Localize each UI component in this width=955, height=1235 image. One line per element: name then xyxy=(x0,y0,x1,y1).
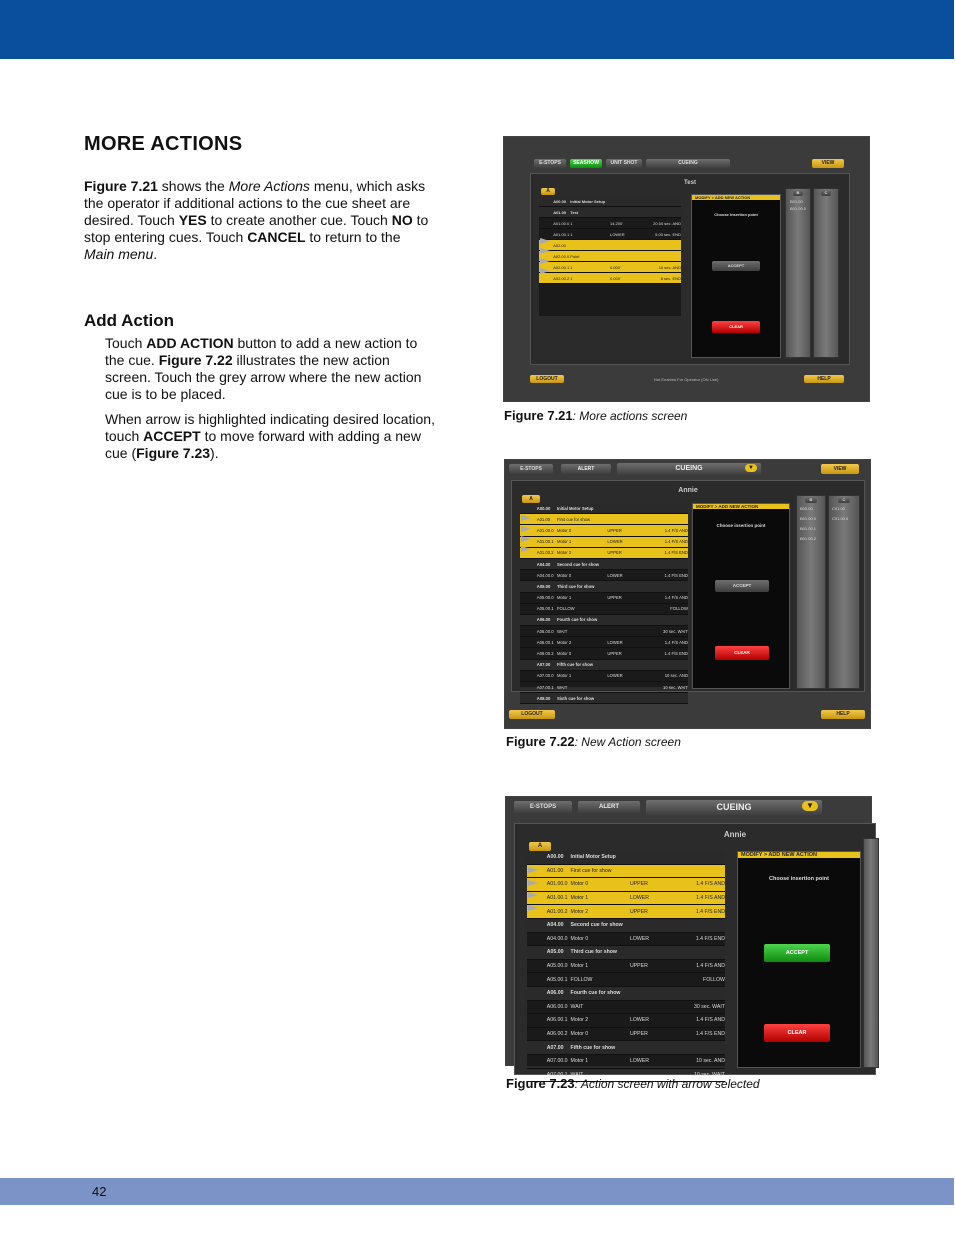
cue-list xyxy=(527,851,725,1078)
cue-cell: UPPER xyxy=(607,651,622,657)
column-b xyxy=(785,188,811,358)
cue-cell: A01.00 xyxy=(546,867,564,874)
cue-cell: 1.4 F/S AND xyxy=(696,881,725,888)
column-b xyxy=(863,838,879,1068)
cue-cell: LOWER xyxy=(629,1017,649,1024)
alert-button[interactable]: ALERT xyxy=(561,464,611,474)
accept-button[interactable]: ACCEPT xyxy=(715,580,769,592)
cue-cell: A05.00 xyxy=(546,949,564,956)
accept-button[interactable]: ACCEPT xyxy=(712,261,760,271)
cue-row[interactable] xyxy=(520,671,688,682)
view-button[interactable]: VIEW xyxy=(821,464,859,474)
cue-row[interactable] xyxy=(527,878,725,892)
cue-cell: Test xyxy=(570,209,579,215)
column-c xyxy=(813,188,839,358)
cue-row[interactable] xyxy=(520,604,688,615)
cue-row[interactable] xyxy=(520,570,688,581)
cue-cell: LOWER xyxy=(629,935,649,942)
insertion-arrow-icon[interactable] xyxy=(521,536,531,542)
cue-row[interactable] xyxy=(527,851,725,865)
cue-row[interactable] xyxy=(520,537,688,548)
cue-row[interactable] xyxy=(527,892,725,906)
figure-7-21-caption: Figure 7.21: More actions screen xyxy=(504,408,688,423)
cue-cell: First cue for show xyxy=(570,867,612,874)
cue-row[interactable] xyxy=(539,251,681,262)
cue-cell: LOWER xyxy=(629,1058,649,1065)
cue-cell: Initial Motor Setup xyxy=(570,198,606,204)
cue-cell: UPPER xyxy=(629,1031,648,1038)
cue-cell: A00.00 xyxy=(546,854,564,861)
fig-ref: Figure 7.21 xyxy=(84,178,158,194)
clear-button[interactable]: CLEAR xyxy=(715,646,769,660)
cue-cell: First cue for show xyxy=(556,516,590,522)
add-action-paragraph-2: When arrow is highlighted indicating desired location, touch ACCEPT to move forward with adding a new cue (Figure 7.23). xyxy=(105,411,435,461)
cue-cell: 0.000' xyxy=(609,275,621,281)
cue-cell: A06.00.0 xyxy=(546,1003,568,1010)
cue-cell: FOLLOW xyxy=(670,606,688,612)
figure-7-22-caption: Figure 7.22: New Action screen xyxy=(506,734,681,749)
cue-cell: Fourth cue for show xyxy=(570,990,621,997)
cue-row[interactable] xyxy=(520,525,688,536)
cue-cell: Motor 1 xyxy=(556,595,572,601)
column-c xyxy=(828,495,860,689)
sheet-title: Annie xyxy=(723,830,747,839)
cue-cell: Point xyxy=(570,253,580,259)
cue-row[interactable] xyxy=(520,637,688,648)
cue-row[interactable] xyxy=(539,196,681,207)
cue-cell: A01.00.1 xyxy=(536,539,554,545)
cue-cell: Motor 0 xyxy=(570,881,589,888)
cue-cell: 1.4 F/S AND xyxy=(696,895,725,902)
cue-cell: 1.4 F/S END xyxy=(664,572,688,578)
modify-panel xyxy=(692,503,790,689)
insertion-arrow-icon[interactable] xyxy=(528,892,538,898)
cue-cell: A04.00 xyxy=(546,922,564,929)
cue-cell: 1.4 F/S END xyxy=(664,651,688,657)
cue-cell: A07.00 xyxy=(546,1044,564,1051)
c-item: C01.00 xyxy=(832,506,845,511)
cue-cell: FOLLOW xyxy=(570,976,593,983)
b-item: B00.00 xyxy=(800,506,813,511)
logout-button[interactable]: LOGOUT xyxy=(509,710,555,719)
insertion-arrow-icon[interactable] xyxy=(528,905,538,911)
help-button[interactable]: HELP xyxy=(804,375,844,383)
chevron-down-icon[interactable]: ▼ xyxy=(745,464,757,472)
chevron-down-icon[interactable]: ▼ xyxy=(802,801,818,811)
estops-button[interactable]: E-STOPS xyxy=(534,159,566,168)
cue-cell: FOLLOW xyxy=(703,976,725,983)
cue-cell: 1 xyxy=(570,275,573,281)
cue-row[interactable] xyxy=(520,548,688,559)
modify-header: MODIFY > ADD NEW ACTION xyxy=(692,195,780,200)
insertion-arrow-icon[interactable] xyxy=(540,248,550,254)
tab-b[interactable]: B xyxy=(805,497,817,503)
cue-cell: A04.00.0 xyxy=(546,935,568,942)
subsection-title: Add Action xyxy=(84,311,175,330)
insertion-arrow-icon[interactable] xyxy=(540,238,550,244)
tab-a[interactable]: A xyxy=(522,495,540,503)
cue-cell: A05.00.1 xyxy=(536,606,554,612)
cue-cell: Motor 0 xyxy=(570,1031,589,1038)
cue-cell: LOWER xyxy=(607,639,623,645)
unit-shot-button[interactable]: UNIT SHOT xyxy=(606,159,642,168)
cue-row[interactable] xyxy=(527,960,725,974)
cue-cell: Motor 0 xyxy=(570,935,589,942)
clear-button[interactable]: CLEAR xyxy=(764,1024,830,1042)
tab-b[interactable]: B xyxy=(793,190,803,196)
cue-cell: A01.00.0 xyxy=(553,220,570,226)
cue-cell: A04.00 xyxy=(536,561,551,567)
cue-cell: Motor 0 xyxy=(556,527,572,533)
cue-cell: A02.00.0 xyxy=(553,253,570,259)
cue-row[interactable] xyxy=(539,262,681,273)
cue-cell: UPPER xyxy=(629,881,648,888)
cue-row[interactable] xyxy=(520,648,688,659)
cue-cell: Third cue for show xyxy=(570,949,617,956)
cue-cell: A01.00.1 xyxy=(553,231,570,237)
cue-cell: A00.00 xyxy=(536,505,551,511)
cue-cell: A06.00 xyxy=(546,990,564,997)
cue-cell: Motor 1 xyxy=(570,963,589,970)
view-button[interactable]: VIEW xyxy=(812,159,844,168)
accept-button[interactable]: ACCEPT xyxy=(764,944,830,962)
cue-cell: WAIT xyxy=(556,628,568,634)
cue-row[interactable] xyxy=(539,218,681,229)
intro-paragraph: Figure 7.21 shows the More Actions menu, which asks the operator if additional actions to the cue sheet are desired. Touch YES to create another cue. Touch NO to stop entering cues. Touch CANCEL to return to the Main menu. xyxy=(84,178,429,262)
cue-cell: A05.00.1 xyxy=(546,976,568,983)
modify-header: MODIFY > ADD NEW ACTION xyxy=(693,504,789,509)
cue-cell: WAIT xyxy=(570,1003,584,1010)
cue-cell: 1.4 F/S END xyxy=(695,935,725,942)
cue-cell: A01.00 xyxy=(553,209,567,215)
cue-cell: A07.00.1 xyxy=(546,1071,568,1078)
cue-cell: A07.00.0 xyxy=(536,673,554,679)
cue-cell: 14.200' xyxy=(609,220,623,226)
cue-cell: 1.4 F/S END xyxy=(695,1031,725,1038)
cue-cell: A02.00 xyxy=(553,242,566,248)
cue-row[interactable] xyxy=(520,682,688,693)
cue-cell: WAIT xyxy=(570,1071,584,1078)
cue-cell: Motor 1 xyxy=(556,539,572,545)
cue-cell: 1.4 F/S AND xyxy=(664,527,688,533)
cue-cell: A04.00.0 xyxy=(536,572,554,578)
cue-cell: A01.00.2 xyxy=(546,908,568,915)
seashow-button[interactable]: SEASHOW xyxy=(570,159,602,168)
cue-cell: A06.00 xyxy=(536,617,551,623)
cue-cell: Motor 0 xyxy=(556,651,572,657)
cue-cell: Second cue for show xyxy=(570,922,623,929)
cue-cell: A02.00.2 xyxy=(553,275,570,281)
b-item: B01.00.0 xyxy=(800,516,817,521)
cue-row[interactable] xyxy=(527,865,725,879)
cue-cell: A00.00 xyxy=(553,198,567,204)
header-bar xyxy=(0,0,954,59)
cue-cell: Initial Motor Setup xyxy=(570,854,616,861)
cue-row[interactable] xyxy=(527,1001,725,1015)
cue-cell: Fifth cue for show xyxy=(570,1044,616,1051)
clear-button[interactable]: CLEAR xyxy=(712,321,760,333)
cue-cell: UPPER xyxy=(607,595,622,601)
cue-cell: Sixth cue for show xyxy=(556,695,595,701)
cue-list xyxy=(520,503,688,701)
cue-row[interactable] xyxy=(520,514,688,525)
cue-row[interactable] xyxy=(527,933,725,947)
cue-cell: Motor 2 xyxy=(570,908,589,915)
insertion-arrow-icon[interactable] xyxy=(521,515,531,521)
cue-row[interactable] xyxy=(539,240,681,251)
cue-cell: A07.00 xyxy=(536,662,551,668)
column-b xyxy=(796,495,826,689)
cue-cell: A01.00.1 xyxy=(546,895,568,902)
cue-cell: 8 sec. END xyxy=(660,275,681,281)
cue-cell: LOWER xyxy=(607,539,623,545)
tab-c[interactable]: C xyxy=(838,497,850,503)
cue-row[interactable] xyxy=(527,1055,725,1069)
figure-7-21-screenshot xyxy=(503,136,870,402)
cue-cell: Initial Motor Setup xyxy=(556,505,594,511)
cue-cell: 10 sec. AND xyxy=(696,1058,725,1065)
cue-row[interactable] xyxy=(520,581,688,592)
cue-cell: 20.00 sec. AND xyxy=(653,220,681,226)
cue-cell: 1 xyxy=(570,231,573,237)
cue-cell: UPPER xyxy=(607,550,622,556)
cue-row[interactable] xyxy=(539,207,681,218)
cue-cell: A05.00.0 xyxy=(536,595,554,601)
footer-bar xyxy=(0,1178,954,1205)
b-item: B01.00.2 xyxy=(800,536,817,541)
cue-row[interactable] xyxy=(527,946,725,960)
cue-cell: A01.00.0 xyxy=(536,527,554,533)
cue-cell: 1.4 F/S END xyxy=(664,550,688,556)
insertion-arrow-icon[interactable] xyxy=(540,268,550,274)
insertion-arrow-icon[interactable] xyxy=(540,258,550,264)
cue-cell: UPPER xyxy=(629,963,648,970)
cue-cell: Motor 1 xyxy=(570,1058,589,1065)
cue-row[interactable] xyxy=(539,273,681,284)
cue-cell: 30 sec. WAIT xyxy=(662,628,688,634)
cue-cell: A06.00.2 xyxy=(546,1031,568,1038)
b-item: B01.00.0 xyxy=(790,206,807,211)
cue-cell: UPPER xyxy=(607,527,622,533)
cue-cell: A07.00.1 xyxy=(536,684,554,690)
cue-cell: 0.000' xyxy=(609,264,621,270)
status-text: Not Enabled For Operator (ON Line) xyxy=(654,377,719,382)
cue-cell: Fourth cue for show xyxy=(556,617,598,623)
cueing-dropdown[interactable]: CUEING xyxy=(617,463,761,475)
section-title: MORE ACTIONS xyxy=(84,133,243,155)
cue-cell: 10 sec. WAIT xyxy=(694,1071,725,1078)
cue-cell: A05.00.0 xyxy=(546,963,568,970)
cue-row[interactable] xyxy=(527,919,725,933)
cue-row[interactable] xyxy=(520,503,688,514)
cue-row[interactable] xyxy=(520,593,688,604)
c-item: C01.00.0 xyxy=(832,516,849,521)
figure-7-22-screenshot xyxy=(504,459,871,729)
cue-row[interactable] xyxy=(527,973,725,987)
insertion-arrow-icon[interactable] xyxy=(528,880,538,886)
add-action-paragraph-1: Touch ADD ACTION button to add a new action to the cue. Figure 7.22 illustrates the new action screen. Touch the grey arrow where the new action cue is to be placed. xyxy=(105,335,422,402)
cue-row[interactable] xyxy=(527,1014,725,1028)
insertion-arrow-icon[interactable] xyxy=(521,526,531,532)
cue-row[interactable] xyxy=(520,559,688,570)
cue-cell: UPPER xyxy=(629,908,648,915)
estops-button[interactable]: E-STOPS xyxy=(514,801,572,813)
cue-cell: A05.00 xyxy=(536,583,551,589)
cue-cell: 10 sec. AND xyxy=(658,264,681,270)
choose-insertion-text: Choose insertion point xyxy=(714,212,758,217)
cue-cell: Motor 1 xyxy=(556,673,572,679)
cue-cell: 10 sec. AND xyxy=(664,673,688,679)
cue-row[interactable] xyxy=(520,626,688,637)
cue-row[interactable] xyxy=(520,693,688,704)
cue-cell: A01.00.2 xyxy=(536,550,554,556)
cue-cell: A08.00 xyxy=(536,695,551,701)
cue-cell: A01.00.0 xyxy=(546,881,568,888)
tab-a[interactable]: A xyxy=(529,842,551,851)
modify-panel xyxy=(737,851,861,1068)
cue-list xyxy=(539,196,681,316)
cue-row[interactable] xyxy=(527,1041,725,1055)
cue-cell: 1.4 F/S AND xyxy=(664,639,688,645)
sheet-title: Annie xyxy=(678,487,698,494)
cue-row[interactable] xyxy=(539,229,681,240)
cue-cell: FOLLOW xyxy=(556,606,575,612)
b-item: B01.00.1 xyxy=(800,526,817,531)
cue-cell: 5.00 sec. END xyxy=(655,231,681,237)
cue-cell: 10 sec. WAIT xyxy=(662,684,688,690)
cue-cell: 1 xyxy=(570,264,573,270)
cueing-dropdown[interactable]: CUEING xyxy=(646,159,730,168)
page-number: 42 xyxy=(92,1184,107,1199)
cue-cell: Motor 2 xyxy=(570,1017,589,1024)
cue-row[interactable] xyxy=(527,1028,725,1042)
sheet-title: Test xyxy=(684,180,696,186)
help-button[interactable]: HELP xyxy=(821,710,865,719)
cue-cell: LOWER xyxy=(629,895,649,902)
modify-panel xyxy=(691,194,781,358)
cue-cell: 1.4 F/S END xyxy=(695,908,725,915)
cue-sheet-panel xyxy=(511,480,865,701)
cue-cell: LOWER xyxy=(609,231,625,237)
logout-button[interactable]: LOGOUT xyxy=(530,375,564,383)
modify-header: MODIFY > ADD NEW ACTION xyxy=(738,852,860,858)
cue-cell: A06.00.0 xyxy=(536,628,554,634)
cue-cell: LOWER xyxy=(607,572,623,578)
cue-cell: 1.4 F/S AND xyxy=(664,539,688,545)
cue-cell: Third cue for show xyxy=(556,583,595,589)
cue-cell: Motor 2 xyxy=(556,550,572,556)
cue-row[interactable] xyxy=(520,660,688,671)
choose-insertion-text: Choose insertion point xyxy=(769,876,829,882)
cue-cell: 1 xyxy=(570,220,573,226)
cue-row[interactable] xyxy=(527,905,725,919)
cue-cell: Motor 2 xyxy=(556,639,572,645)
cue-cell: LOWER xyxy=(607,673,623,679)
insertion-arrow-icon[interactable] xyxy=(521,546,531,552)
figure-7-23-caption: Figure 7.23: Action screen with arrow selected xyxy=(506,1076,760,1091)
cue-cell: Second cue for show xyxy=(556,561,600,567)
cue-cell: Fifth cue for show xyxy=(556,662,594,668)
cue-cell: A02.00.1 xyxy=(553,264,570,270)
cue-cell: WAIT xyxy=(556,684,568,690)
cueing-dropdown[interactable]: CUEING xyxy=(646,800,822,815)
insertion-arrow-icon[interactable] xyxy=(528,867,538,873)
cue-sheet-panel xyxy=(530,173,850,365)
estops-button[interactable]: E-STOPS xyxy=(509,464,553,474)
cue-cell: A01.00 xyxy=(536,516,551,522)
cue-cell: A06.00.2 xyxy=(536,651,554,657)
figure-7-23-screenshot xyxy=(505,796,872,1078)
cue-cell: A06.00.1 xyxy=(546,1017,568,1024)
alert-button[interactable]: ALERT xyxy=(578,801,640,813)
b-item: B01.00 xyxy=(790,199,803,204)
cue-row[interactable] xyxy=(520,615,688,626)
cue-cell: A07.00.0 xyxy=(546,1058,568,1065)
cue-sheet-panel xyxy=(514,823,876,1078)
cue-cell: Motor 1 xyxy=(570,895,589,902)
cue-row[interactable] xyxy=(527,987,725,1001)
cue-cell: 30 sec. WAIT xyxy=(694,1003,725,1010)
cue-cell: 1.4 F/S AND xyxy=(664,595,688,601)
cue-cell: A06.00.1 xyxy=(536,639,554,645)
cue-cell: Motor 0 xyxy=(556,572,572,578)
tab-a[interactable]: A xyxy=(541,188,555,195)
choose-insertion-text: Choose insertion point xyxy=(716,523,766,528)
cue-cell: 1.4 F/S AND xyxy=(696,963,725,970)
cue-cell: 1.4 F/S AND xyxy=(696,1017,725,1024)
tab-c[interactable]: C xyxy=(821,190,831,196)
